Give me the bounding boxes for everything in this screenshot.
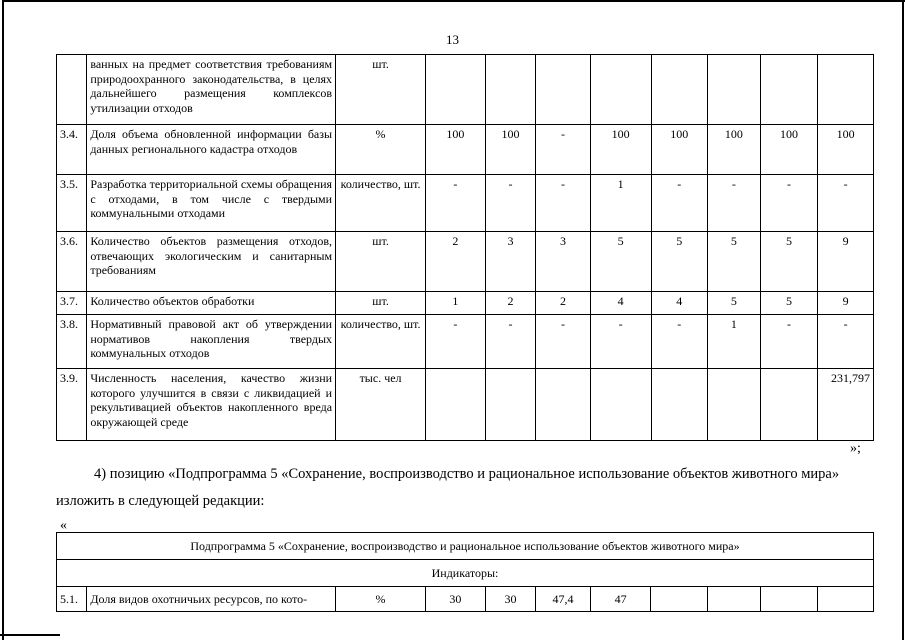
- value-cell: 4: [651, 292, 708, 315]
- value-cell: -: [426, 175, 486, 232]
- value-cell: 1: [708, 315, 761, 369]
- value-cell: -: [426, 315, 486, 369]
- value-cell: 30: [485, 587, 536, 612]
- page-number: 13: [446, 32, 459, 47]
- row-number: 3.9.: [57, 369, 87, 441]
- row-unit: шт.: [336, 292, 426, 315]
- value-cell: 100: [651, 125, 708, 175]
- value-cell: [536, 369, 591, 441]
- value-cell: -: [536, 315, 591, 369]
- value-cell: [760, 55, 818, 125]
- row-unit: %: [336, 125, 426, 175]
- value-cell: 5: [708, 292, 761, 315]
- value-cell: [590, 55, 651, 125]
- value-cell: [760, 587, 818, 612]
- row-description: Количество объектов размещения отходов, отвечающих экологическим и санитарным требованиям: [87, 232, 336, 292]
- indicators-label: Индикаторы:: [57, 560, 874, 587]
- value-cell: 5: [760, 232, 818, 292]
- table-row: [57, 315, 874, 369]
- row-unit: количество, шт.: [336, 175, 426, 232]
- table-row: [57, 369, 874, 441]
- row-unit: количество, шт.: [336, 315, 426, 369]
- value-cell: [708, 55, 761, 125]
- value-cell: [708, 587, 761, 612]
- value-cell: -: [651, 315, 708, 369]
- value-cell: 3: [536, 232, 591, 292]
- value-cell: -: [818, 315, 874, 369]
- row-number: 5.1.: [57, 587, 87, 612]
- row-unit: шт.: [336, 55, 426, 125]
- value-cell: 5: [590, 232, 651, 292]
- value-cell: 47,4: [536, 587, 591, 612]
- row-unit: тыс. чел: [336, 369, 426, 441]
- row-number: 3.4.: [57, 125, 87, 175]
- amendment-paragraph: 4) позицию «Подпрограмма 5 «Сохранение, воспроизводство и рациональное использование объектов животного мира»: [94, 466, 840, 482]
- value-cell: -: [485, 175, 536, 232]
- value-cell: 1: [590, 175, 651, 232]
- value-cell: 100: [818, 125, 874, 175]
- value-cell: -: [651, 175, 708, 232]
- row-description: Разработка территориальной схемы обращения с отходами, в том числе с твердыми коммунальными отходами: [87, 175, 336, 232]
- page-border-top: [2, 0, 905, 2]
- value-cell: 100: [708, 125, 761, 175]
- value-cell: [426, 369, 486, 441]
- value-cell: -: [485, 315, 536, 369]
- amendment-paragraph-continuation: изложить в следующей редакции:: [56, 493, 265, 509]
- value-cell: [590, 369, 651, 441]
- value-cell: 2: [426, 232, 486, 292]
- value-cell: 9: [818, 292, 874, 315]
- value-cell: [818, 55, 874, 125]
- value-cell: [485, 369, 536, 441]
- value-cell: 5: [651, 232, 708, 292]
- indicators-table: [56, 54, 874, 441]
- page-border-bottom: [0, 634, 60, 636]
- value-cell: 231,797: [818, 369, 874, 441]
- table-row: [57, 292, 874, 315]
- value-cell: -: [536, 175, 591, 232]
- page-border-left: [2, 0, 4, 640]
- row-number: 3.5.: [57, 175, 87, 232]
- value-cell: 2: [485, 292, 536, 315]
- row-description: ванных на предмет соответствия требованиям природоохранного законодательства, в целях дальнейшего размещения комплексов утилизации отходов: [87, 55, 336, 125]
- value-cell: 100: [485, 125, 536, 175]
- value-cell: [708, 369, 761, 441]
- value-cell: -: [760, 175, 818, 232]
- row-unit: %: [336, 587, 426, 612]
- value-cell: -: [760, 315, 818, 369]
- value-cell: -: [536, 125, 591, 175]
- value-cell: [651, 55, 708, 125]
- subprogram-table: [56, 532, 874, 612]
- value-cell: [760, 369, 818, 441]
- row-description: Доля объема обновленной информации базы данных регионального кадастра отходов: [87, 125, 336, 175]
- table-row: [57, 175, 874, 232]
- value-cell: 30: [426, 587, 486, 612]
- value-cell: -: [708, 175, 761, 232]
- value-cell: 100: [590, 125, 651, 175]
- closing-quote: »;: [850, 441, 861, 456]
- table-row: [57, 587, 874, 612]
- value-cell: [426, 55, 486, 125]
- value-cell: [818, 587, 874, 612]
- value-cell: 100: [760, 125, 818, 175]
- value-cell: -: [590, 315, 651, 369]
- row-number: 3.8.: [57, 315, 87, 369]
- value-cell: 5: [708, 232, 761, 292]
- value-cell: 100: [426, 125, 486, 175]
- value-cell: [651, 369, 708, 441]
- value-cell: [485, 55, 536, 125]
- opening-quote: «: [60, 518, 67, 533]
- row-description: Численность населения, качество жизни которого улучшится в связи с ликвидацией и рекультивацией объектов накопленного вреда окружающей среде: [87, 369, 336, 441]
- table-row: [57, 125, 874, 175]
- value-cell: 9: [818, 232, 874, 292]
- row-number: 3.6.: [57, 232, 87, 292]
- value-cell: 3: [485, 232, 536, 292]
- row-description: Доля видов охотничьих ресурсов, по кото-: [87, 587, 336, 612]
- value-cell: [651, 587, 708, 612]
- page-border-right: [902, 0, 904, 640]
- row-number: 3.7.: [57, 292, 87, 315]
- value-cell: 47: [590, 587, 651, 612]
- value-cell: 5: [760, 292, 818, 315]
- value-cell: [536, 55, 591, 125]
- value-cell: 2: [536, 292, 591, 315]
- row-description: Нормативный правовой акт об утверждении нормативов накопления твердых коммунальных отходов: [87, 315, 336, 369]
- row-number: [57, 55, 87, 125]
- value-cell: -: [818, 175, 874, 232]
- value-cell: 4: [590, 292, 651, 315]
- subprogram-title: Подпрограмма 5 «Сохранение, воспроизводство и рациональное использование объектов животного мира»: [57, 533, 874, 560]
- table-row: [57, 232, 874, 292]
- row-unit: шт.: [336, 232, 426, 292]
- value-cell: 1: [426, 292, 486, 315]
- table-row: [57, 55, 874, 125]
- row-description: Количество объектов обработки: [87, 292, 336, 315]
